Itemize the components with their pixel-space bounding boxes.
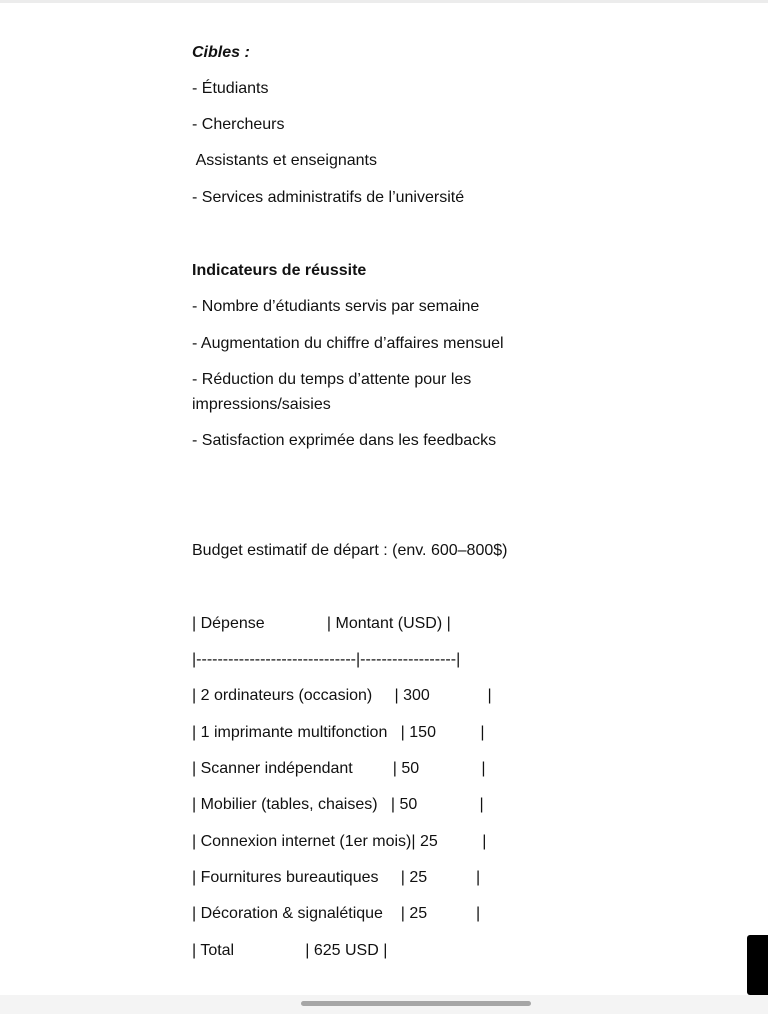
budget-table-row: | Connexion internet (1er mois)| 25 |	[192, 833, 487, 850]
budget-table-row: | Décoration & signalétique | 25 |	[192, 905, 481, 922]
budget-table-row: | Mobilier (tables, chaises) | 50 |	[192, 796, 484, 813]
indicateurs-heading: Indicateurs de réussite	[192, 262, 367, 279]
budget-table-row: | 2 ordinateurs (occasion) | 300 |	[192, 687, 492, 704]
indicateurs-item: - Réduction du temps d’attente pour les impressions/saisies	[192, 371, 472, 413]
budget-table-row: |------------------------------|------------------|	[192, 651, 461, 668]
budget-table-row: | Total | 625 USD |	[192, 942, 388, 959]
budget-table-row: | 1 imprimante multifonction | 150 |	[192, 724, 485, 741]
cibles-item: Assistants et enseignants	[192, 152, 377, 169]
budget-heading: Budget estimatif de départ : (env. 600–800$)	[192, 542, 508, 559]
cibles-item: - Étudiants	[192, 80, 269, 97]
cibles-item: - Services administratifs de l’université	[192, 189, 465, 206]
cibles-item: - Chercheurs	[192, 116, 285, 133]
indicateurs-item: - Augmentation du chiffre d’affaires mensuel	[192, 335, 504, 352]
top-divider	[0, 0, 768, 3]
side-panel-handle[interactable]	[747, 935, 768, 995]
indicateurs-item: - Nombre d’étudiants servis par semaine	[192, 298, 480, 315]
cibles-heading: Cibles :	[192, 44, 250, 61]
budget-table-row: | Scanner indépendant | 50 |	[192, 760, 486, 777]
budget-table-row: | Fournitures bureautiques | 25 |	[192, 869, 481, 886]
home-indicator[interactable]	[301, 1001, 531, 1006]
indicateurs-item: - Satisfaction exprimée dans les feedbacks	[192, 432, 497, 449]
budget-table-row: | Dépense | Montant (USD) |	[192, 615, 451, 632]
